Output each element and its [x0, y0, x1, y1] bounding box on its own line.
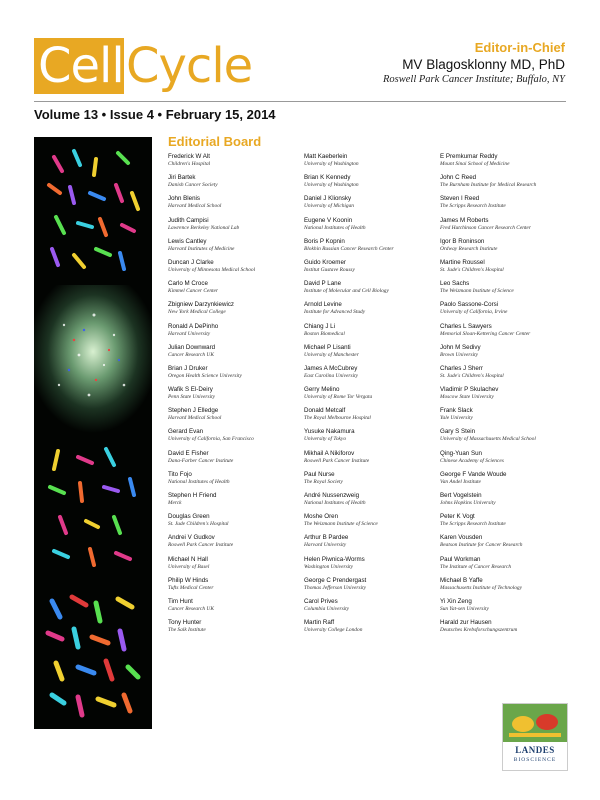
- eic-label: Editor-in-Chief: [474, 40, 565, 55]
- board-member: [440, 492, 580, 513]
- board-member: [304, 217, 444, 238]
- member-name: Carol Prives: [304, 597, 338, 605]
- member-name: Julian Downward: [168, 343, 216, 351]
- member-affiliation: University College London: [304, 627, 363, 634]
- board-member: [440, 344, 580, 365]
- board-member: [440, 365, 580, 386]
- board-member: [304, 365, 444, 386]
- member-name: Yusuke Nakamura: [304, 428, 355, 436]
- member-affiliation: Lawrence Berkeley National Lab: [168, 224, 240, 231]
- board-member: [168, 217, 308, 238]
- logo-text-cycle: Cycle: [126, 38, 253, 94]
- member-affiliation: Danish Cancer Society: [168, 182, 218, 189]
- member-affiliation: Institut Gustave Roussy: [304, 266, 355, 273]
- member-affiliation: Deutsches Krebsforschungszentrum: [440, 627, 518, 634]
- board-member: [168, 577, 308, 598]
- board-member: [168, 323, 308, 344]
- board-title: Editorial Board: [168, 134, 262, 149]
- member-affiliation: University of Washington: [304, 182, 359, 189]
- member-name: Daniel J Klionsky: [304, 195, 352, 203]
- member-name: André Nussenzweig: [304, 492, 360, 499]
- member-name: David P Lane: [304, 280, 342, 288]
- board-member: [168, 619, 308, 640]
- member-name: Michael P Lisanti: [304, 343, 351, 351]
- member-affiliation: The Scripps Research Institute: [440, 521, 506, 528]
- member-affiliation: Chinese Academy of Sciences: [440, 457, 504, 464]
- member-name: Matt Kaeberlein: [304, 153, 348, 160]
- member-name: Martin Raff: [304, 619, 335, 627]
- member-affiliation: Van Andel Institute: [440, 478, 481, 485]
- member-name: Jiri Bartek: [168, 174, 196, 182]
- board-member: [168, 556, 308, 577]
- board-member: [440, 259, 580, 280]
- member-name: Michael N Hall: [168, 555, 208, 563]
- member-name: Moshe Oren: [304, 513, 339, 521]
- member-affiliation: St. Jude's Children's Hospital: [440, 266, 504, 273]
- member-name: Lewis Cantley: [168, 237, 207, 245]
- eic-name: MV Blagosklonny MD, PhD: [402, 57, 565, 72]
- board-member: [440, 301, 580, 322]
- member-name: Brian K Kennedy: [304, 174, 351, 182]
- member-affiliation: Harvard Medical School: [168, 203, 222, 210]
- member-affiliation: Massachusetts Institute of Technology: [440, 584, 523, 591]
- board-member: [304, 534, 444, 555]
- member-name: Qing-Yuan Sun: [440, 449, 482, 457]
- board-member: [168, 471, 308, 492]
- board-member: [304, 428, 444, 449]
- member-affiliation: University of California, San Francisco: [168, 436, 254, 443]
- member-name: Vladimir P Skulachev: [440, 386, 499, 394]
- member-affiliation: Harvard Institutes of Medicine: [168, 245, 235, 252]
- board-member: [168, 259, 308, 280]
- board-member: [440, 323, 580, 344]
- publisher-name: LANDES: [515, 745, 555, 755]
- member-affiliation: Roswell Park Cancer Institute: [304, 457, 370, 464]
- member-name: Leo Sachs: [440, 280, 470, 288]
- member-name: Mikhail A Nikiforov: [304, 449, 355, 457]
- board-member: [304, 344, 444, 365]
- member-affiliation: Ordway Research Institute: [440, 245, 498, 252]
- member-name: Arthur B Pardee: [304, 534, 349, 542]
- member-name: Harald zur Hausen: [440, 619, 492, 627]
- member-name: Stephen J Elledge: [168, 407, 219, 415]
- board-member: [168, 280, 308, 301]
- member-affiliation: The Scripps Research Institute: [440, 203, 506, 210]
- member-name: Gerry Melino: [304, 386, 340, 394]
- member-name: Paolo Sassone-Corsi: [440, 301, 499, 309]
- member-name: Judith Campisi: [168, 216, 209, 224]
- member-affiliation: Children's Hospital: [168, 161, 211, 167]
- member-name: John M Sedivy: [440, 343, 481, 351]
- board-member: [304, 195, 444, 216]
- member-name: Donald Metcalf: [304, 407, 346, 415]
- board-column-2: [304, 153, 444, 640]
- chromosome-image-3: [34, 581, 152, 729]
- member-affiliation: Boston Biomedical: [304, 330, 345, 337]
- board-member: [440, 598, 580, 619]
- member-affiliation: Dana-Farber Cancer Institute: [168, 457, 234, 464]
- member-affiliation: Cancer Research UK: [168, 351, 214, 358]
- member-name: John Blenis: [168, 195, 200, 203]
- board-member: [304, 598, 444, 619]
- member-affiliation: Harvard University: [168, 330, 211, 337]
- board-member: [304, 556, 444, 577]
- board-member: [440, 217, 580, 238]
- board-member: [168, 407, 308, 428]
- logo-text-cell: Cell: [38, 38, 124, 94]
- board-member: [304, 174, 444, 195]
- member-name: Paul Workman: [440, 555, 481, 563]
- member-affiliation: Harvard Medical School: [168, 415, 222, 422]
- member-affiliation: University of Tokyo: [304, 436, 347, 443]
- member-affiliation: The Salk Institute: [168, 627, 206, 634]
- board-member: [304, 301, 444, 322]
- board-member: [168, 513, 308, 534]
- board-member: [304, 513, 444, 534]
- board-member: [304, 619, 444, 640]
- board-member: [440, 556, 580, 577]
- member-name: Boris P Kopnin: [304, 237, 345, 245]
- member-name: George C Prendergast: [304, 576, 367, 584]
- board-member: [440, 386, 580, 407]
- header-divider: [34, 101, 566, 102]
- member-name: Arnold Levine: [304, 301, 342, 309]
- board-member: [304, 323, 444, 344]
- publisher-sub: BIOSCIENCE: [513, 757, 557, 763]
- board-member: [168, 238, 308, 259]
- member-name: Zbigniew Darzynkiewicz: [168, 301, 235, 309]
- member-affiliation: Harvard University: [304, 542, 347, 549]
- member-name: David E Fisher: [168, 449, 209, 457]
- member-affiliation: The Weizmann Institute of Science: [440, 288, 514, 295]
- member-affiliation: Columbia University: [304, 605, 350, 612]
- member-name: Charles J Sherr: [440, 364, 483, 372]
- member-affiliation: St. Jude Children's Hospital: [168, 521, 229, 528]
- member-affiliation: University of Minnesota Medical School: [168, 266, 256, 273]
- member-affiliation: National Institutes of Health: [168, 478, 230, 485]
- member-affiliation: Roswell Park Cancer Institute: [168, 542, 234, 549]
- member-affiliation: The Institute of Cancer Research: [440, 563, 512, 570]
- member-name: Helen Piwnica-Worms: [304, 555, 365, 563]
- board-member: [440, 280, 580, 301]
- member-name: Philip W Hinds: [168, 576, 209, 584]
- board-member: [304, 492, 444, 513]
- board-member: [168, 365, 308, 386]
- cover-images: [34, 137, 152, 729]
- member-affiliation: Fred Hutchinson Cancer Research Center: [440, 224, 531, 231]
- member-name: Chiang J Li: [304, 322, 335, 330]
- board-member: [304, 407, 444, 428]
- member-affiliation: Merck: [168, 500, 182, 506]
- member-name: Gary S Stein: [440, 428, 476, 436]
- board-member: [168, 301, 308, 322]
- board-member: [440, 450, 580, 471]
- member-name: Douglas Green: [168, 513, 210, 521]
- board-member: [168, 598, 308, 619]
- issue-line: Volume 13 • Issue 4 • February 15, 2014: [34, 107, 276, 122]
- member-affiliation: Blokhin Russian Cancer Research Center: [304, 245, 394, 252]
- board-member: [304, 450, 444, 471]
- board-member: [440, 407, 580, 428]
- editor-in-chief: [383, 40, 565, 86]
- board-member: [168, 344, 308, 365]
- member-name: Tito Fojo: [168, 470, 192, 478]
- member-affiliation: Yale University: [440, 415, 473, 422]
- publisher-emblem: [503, 704, 567, 742]
- board-member: [440, 153, 580, 174]
- member-affiliation: Sun Yat-sen University: [440, 605, 489, 612]
- member-affiliation: The Burnham Institute for Medical Research: [440, 182, 537, 189]
- board-member: [440, 195, 580, 216]
- journal-logo: [34, 38, 264, 94]
- member-affiliation: Washington University: [304, 563, 354, 570]
- member-affiliation: National Institutes of Health: [304, 224, 366, 231]
- board-member: [304, 238, 444, 259]
- member-affiliation: Institute for Advanced Study: [304, 309, 366, 316]
- member-name: Steven I Reed: [440, 195, 480, 203]
- board-member: [440, 428, 580, 449]
- member-name: E Premkumar Reddy: [440, 153, 498, 160]
- board-member: [440, 471, 580, 492]
- member-name: Frank Slack: [440, 407, 473, 415]
- board-member: [168, 174, 308, 195]
- member-name: Paul Nurse: [304, 470, 335, 478]
- member-affiliation: Kimmel Cancer Center: [168, 288, 219, 295]
- board-member: [168, 450, 308, 471]
- member-affiliation: Oregon Health Science University: [168, 372, 242, 379]
- board-member: [168, 534, 308, 555]
- member-affiliation: University of Washington: [304, 161, 359, 167]
- board-member: [304, 386, 444, 407]
- member-name: Tim Hunt: [168, 597, 193, 605]
- member-name: Brian J Druker: [168, 364, 208, 372]
- member-name: Stephen H Friend: [168, 492, 217, 499]
- board-member: [440, 513, 580, 534]
- member-name: Carlo M Croce: [168, 280, 208, 288]
- member-affiliation: National Institutes of Health: [304, 500, 366, 506]
- member-affiliation: Brown University: [440, 351, 478, 358]
- member-name: George F Vande Woude: [440, 470, 507, 478]
- board-column-3: [440, 153, 580, 640]
- board-member: [440, 619, 580, 640]
- board-member: [168, 386, 308, 407]
- publisher-logo: [502, 703, 568, 771]
- member-name: Frederick W Alt: [168, 153, 210, 160]
- board-member: [440, 174, 580, 195]
- board-member: [440, 534, 580, 555]
- member-affiliation: University of Massachusetts Medical School: [440, 436, 536, 443]
- member-affiliation: Beatson Institute for Cancer Research: [440, 542, 523, 549]
- board-member: [440, 238, 580, 259]
- member-name: James M Roberts: [440, 216, 489, 224]
- member-affiliation: New York Medical College: [168, 309, 226, 316]
- member-affiliation: The Royal Society: [304, 478, 343, 485]
- member-affiliation: Tufts Medical Center: [168, 584, 214, 591]
- member-name: Guido Kroemer: [304, 258, 346, 266]
- member-affiliation: Mount Sinai School of Medicine: [440, 161, 510, 167]
- board-member: [168, 492, 308, 513]
- member-name: Martine Roussel: [440, 258, 485, 266]
- member-name: James A McCubrey: [304, 364, 358, 372]
- board-member: [440, 577, 580, 598]
- chromosome-image-1: [34, 137, 152, 285]
- member-affiliation: Cancer Research UK: [168, 605, 214, 612]
- member-affiliation: University of Basel: [168, 563, 210, 570]
- member-affiliation: University of Manchester: [304, 351, 359, 358]
- member-affiliation: Thomas Jefferson University: [304, 584, 366, 591]
- member-affiliation: Johns Hopkins University: [440, 500, 496, 506]
- member-name: Karen Vousden: [440, 534, 483, 542]
- member-affiliation: Memorial Sloan-Kettering Cancer Center: [440, 330, 531, 337]
- member-affiliation: Institute of Molecular and Cell Biology: [304, 288, 389, 295]
- eic-affiliation: Roswell Park Cancer Institute; Buffalo, NY: [383, 74, 565, 85]
- member-name: Michael B Yaffe: [440, 576, 483, 584]
- member-affiliation: University of Rome Tor Vergata: [304, 394, 373, 401]
- member-affiliation: University of Michigan: [304, 203, 355, 210]
- member-name: Tony Hunter: [168, 619, 202, 627]
- board-member: [304, 471, 444, 492]
- member-name: Andrei V Gudkov: [168, 534, 215, 542]
- fluorescence-image: [34, 285, 152, 433]
- board-member: [168, 195, 308, 216]
- member-name: Peter K Vogt: [440, 513, 475, 521]
- board-member: [168, 428, 308, 449]
- member-name: Bert Vogelstein: [440, 492, 482, 499]
- member-affiliation: St. Jude's Children's Hospital: [440, 372, 504, 379]
- board-member: [304, 153, 444, 174]
- board-member: [168, 153, 308, 174]
- board-column-1: [168, 153, 308, 640]
- member-name: Yi Xin Zeng: [440, 597, 472, 605]
- member-affiliation: The Weizmann Institute of Science: [304, 521, 378, 528]
- member-name: Igor B Roninson: [440, 237, 485, 245]
- chromosome-image-2: [34, 433, 152, 581]
- member-name: Wafik S El-Deiry: [168, 386, 213, 394]
- member-affiliation: East Carolina University: [304, 372, 359, 379]
- member-affiliation: The Royal Melbourne Hospital: [304, 415, 371, 422]
- member-affiliation: Penn State University: [168, 394, 216, 401]
- member-name: Ronald A DePinho: [168, 322, 219, 330]
- member-affiliation: University of California, Irvine: [440, 309, 508, 316]
- member-affiliation: Moscow State University: [440, 394, 494, 401]
- member-name: John C Reed: [440, 174, 477, 182]
- member-name: Eugene V Koonin: [304, 216, 353, 224]
- member-name: Charles L Sawyers: [440, 322, 492, 330]
- board-member: [304, 280, 444, 301]
- board-member: [304, 577, 444, 598]
- member-name: Duncan J Clarke: [168, 258, 214, 266]
- board-member: [304, 259, 444, 280]
- member-name: Gerard Evan: [168, 428, 204, 436]
